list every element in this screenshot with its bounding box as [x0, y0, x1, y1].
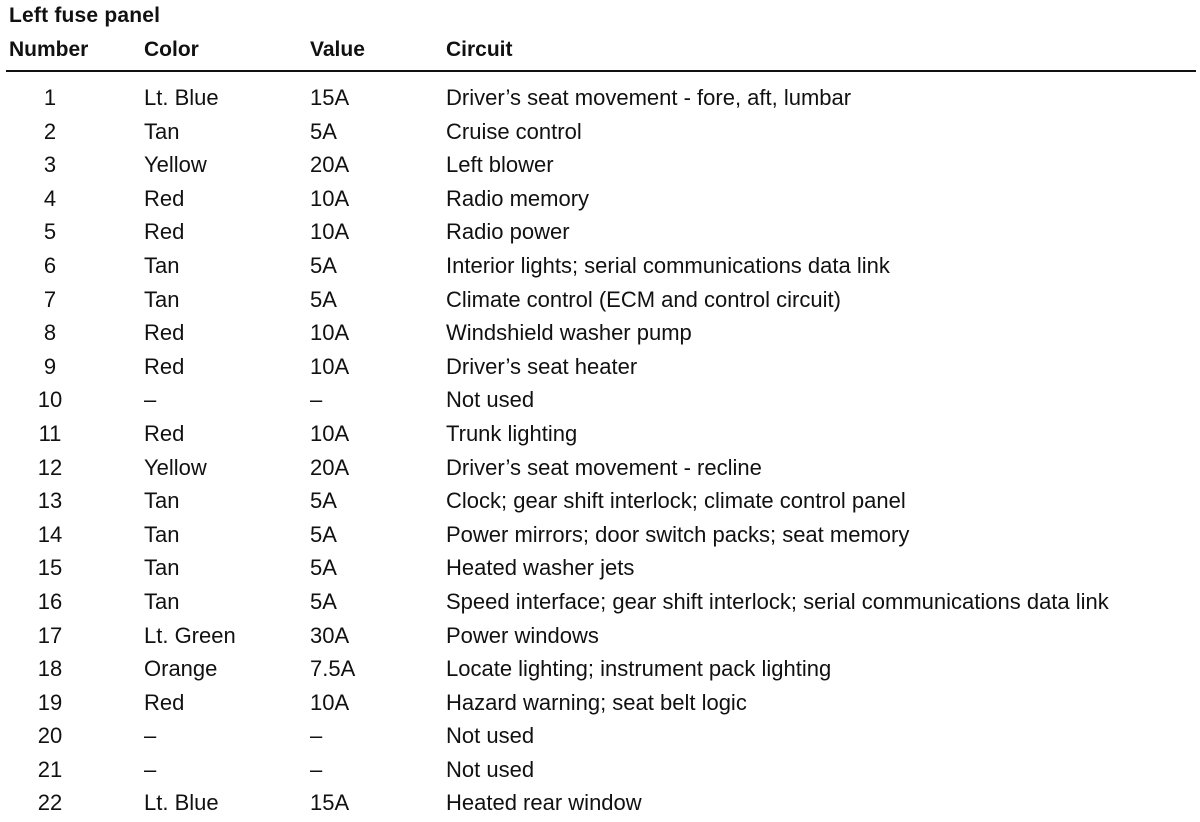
- fuse-color: Lt. Blue: [144, 85, 219, 110]
- fuse-value: 10A: [310, 420, 350, 446]
- fuse-circuit: Hazard warning; seat belt logic: [446, 689, 747, 715]
- fuse-circuit: Cruise control: [446, 118, 582, 144]
- fuse-number: 11: [38, 420, 62, 446]
- table-row: [0, 486, 1200, 520]
- fuse-circuit: Clock; gear shift interlock; climate control panel: [446, 488, 906, 514]
- fuse-value: 5A: [310, 555, 337, 581]
- fuse-value: 5A: [310, 588, 337, 614]
- fuse-number: 22: [37, 790, 63, 816]
- table-row: [0, 419, 1200, 453]
- table-row: [0, 184, 1200, 218]
- fuse-circuit: Not used: [446, 756, 535, 782]
- fuse-number: 4: [43, 185, 57, 211]
- fuse-circuit: Windshield washer pump: [446, 320, 692, 346]
- fuse-circuit: Radio power: [446, 219, 570, 245]
- fuse-circuit: Speed interface; gear shift interlock; serial communications data link: [446, 588, 1109, 614]
- fuse-value: 10A: [310, 353, 350, 379]
- fuse-number: 5: [43, 219, 57, 245]
- fuse-number: 6: [43, 252, 57, 278]
- fuse-color: Tan: [144, 252, 180, 278]
- fuse-color: Red: [144, 219, 185, 245]
- table-row: [0, 553, 1200, 587]
- fuse-value: 5A: [310, 118, 337, 144]
- fuse-value: 15A: [310, 790, 350, 816]
- fuse-number: 13: [37, 488, 63, 514]
- fuse-color: Yellow: [144, 454, 207, 480]
- fuse-number: 17: [37, 622, 63, 648]
- fuse-color: Tan: [144, 286, 180, 312]
- fuse-number: 19: [37, 689, 63, 715]
- fuse-circuit: Radio memory: [446, 185, 590, 211]
- fuse-color: Tan: [144, 555, 180, 581]
- fuse-value: 5A: [310, 252, 337, 278]
- table-header: [0, 38, 1200, 70]
- table-row: [0, 385, 1200, 419]
- fuse-circuit: Driver’s seat movement - fore, aft, lumbar: [446, 85, 852, 110]
- fuse-value: 5A: [310, 488, 337, 514]
- fuse-number: 3: [43, 152, 57, 178]
- table-row: [0, 587, 1200, 621]
- fuse-color: Red: [144, 353, 185, 379]
- fuse-circuit: Heated washer jets: [446, 555, 635, 581]
- fuse-circuit: Interior lights; serial communications data link: [446, 252, 890, 278]
- fuse-color: –: [144, 723, 157, 749]
- fuse-number: 16: [37, 588, 63, 614]
- fuse-color: Tan: [144, 588, 180, 614]
- fuse-circuit: Not used: [446, 387, 535, 413]
- fuse-color: Orange: [144, 656, 218, 682]
- table-row: [0, 688, 1200, 722]
- fuse-color: Lt. Green: [144, 622, 236, 648]
- fuse-value: –: [310, 723, 323, 749]
- fuse-color: Tan: [144, 521, 180, 547]
- fuse-value: 20A: [310, 152, 350, 178]
- fuse-number: 7: [43, 286, 57, 312]
- fuse-circuit: Driver’s seat movement - recline: [446, 454, 762, 480]
- fuse-number: 8: [43, 320, 57, 346]
- fuse-value: 10A: [310, 219, 350, 245]
- fuse-color: Red: [144, 320, 185, 346]
- fuse-table-body: [0, 83, 1200, 822]
- fuse-value: 5A: [310, 521, 337, 547]
- fuse-circuit: Heated rear window: [446, 790, 642, 816]
- table-row: [0, 150, 1200, 184]
- table-title: Left fuse panel: [9, 4, 161, 27]
- fuse-number: 12: [37, 454, 63, 480]
- fuse-number: 2: [43, 118, 57, 144]
- column-header-circuit: Circuit: [446, 38, 513, 61]
- fuse-circuit: Locate lighting; instrument pack lighting: [446, 656, 832, 682]
- table-row: [0, 453, 1200, 487]
- table-row: [0, 352, 1200, 386]
- header-divider: [6, 70, 1196, 72]
- table-row: [0, 285, 1200, 319]
- table-row: [0, 318, 1200, 352]
- fuse-color: Yellow: [144, 152, 207, 178]
- fuse-color: –: [144, 387, 157, 413]
- fuse-number: 20: [37, 723, 63, 749]
- fuse-value: 10A: [310, 185, 350, 211]
- fuse-value: 20A: [310, 454, 350, 480]
- fuse-color: –: [144, 756, 157, 782]
- table-row: [0, 755, 1200, 789]
- table-row: [0, 721, 1200, 755]
- fuse-color: Tan: [144, 488, 180, 514]
- column-header-value: Value: [310, 38, 365, 61]
- fuse-color: Lt. Blue: [144, 790, 219, 816]
- fuse-value: 15A: [310, 85, 350, 110]
- fuse-circuit: Power mirrors; door switch packs; seat memory: [446, 521, 910, 547]
- table-row: [0, 217, 1200, 251]
- fuse-value: –: [310, 756, 323, 782]
- fuse-value: 10A: [310, 320, 350, 346]
- fuse-value: 10A: [310, 689, 350, 715]
- fuse-number: 18: [37, 656, 63, 682]
- fuse-number: 21: [37, 756, 63, 782]
- table-row: [0, 520, 1200, 554]
- fuse-circuit: Driver’s seat heater: [446, 353, 638, 379]
- fuse-number: 14: [37, 521, 63, 547]
- fuse-color: Tan: [144, 118, 180, 144]
- fuse-circuit: Power windows: [446, 622, 599, 648]
- fuse-color: Red: [144, 689, 185, 715]
- fuse-value: 5A: [310, 286, 337, 312]
- fuse-value: 7.5A: [310, 656, 356, 682]
- table-row: [0, 117, 1200, 151]
- fuse-number: 15: [37, 555, 63, 581]
- fuse-color: Red: [144, 185, 185, 211]
- fuse-value: 30A: [310, 622, 350, 648]
- table-row: [0, 788, 1200, 822]
- fuse-circuit: Left blower: [446, 152, 554, 178]
- column-header-number: Number: [9, 38, 89, 61]
- column-header-color: Color: [144, 38, 199, 61]
- table-row: [0, 621, 1200, 655]
- table-row: [0, 251, 1200, 285]
- fuse-circuit: Trunk lighting: [446, 420, 578, 446]
- fuse-number: 1: [43, 85, 57, 110]
- fuse-color: Red: [144, 420, 185, 446]
- fuse-circuit: Not used: [446, 723, 535, 749]
- fuse-circuit: Climate control (ECM and control circuit): [446, 286, 841, 312]
- table-row: [0, 83, 1200, 117]
- fuse-number: 10: [37, 387, 63, 413]
- table-row: [0, 654, 1200, 688]
- fuse-value: –: [310, 387, 323, 413]
- fuse-number: 9: [43, 353, 57, 379]
